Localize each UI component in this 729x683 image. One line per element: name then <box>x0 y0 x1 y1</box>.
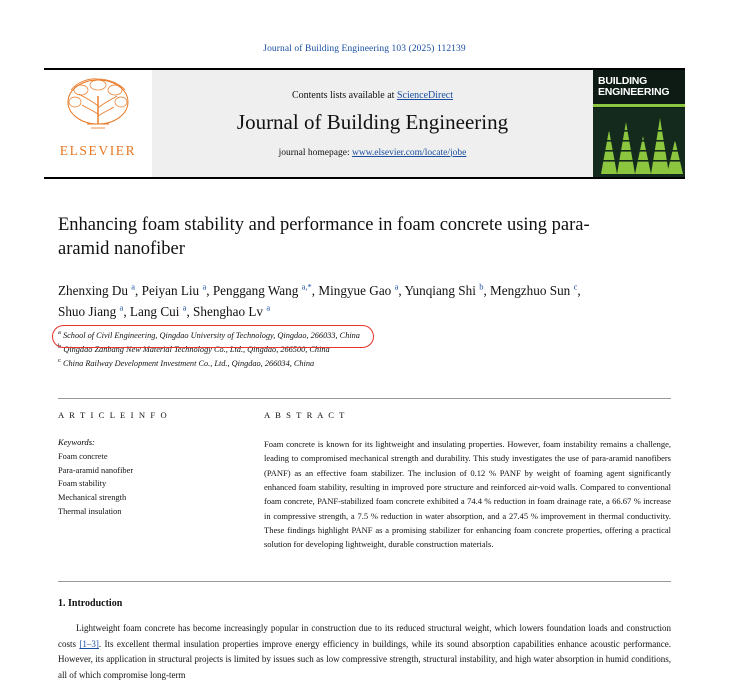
journal-homepage-link[interactable]: www.elsevier.com/locate/jobe <box>351 147 467 158</box>
page-title: Enhancing foam stability and performance in foam concrete using para-aramid nanofiber <box>58 215 590 260</box>
cover-title-line2: ENGINEERING <box>598 85 670 98</box>
keywords-label: Keywords: <box>58 437 95 448</box>
contents-line <box>292 90 453 101</box>
article-info-column <box>58 410 240 551</box>
journal-cover-image <box>593 70 685 177</box>
intro-paragraph <box>58 621 671 683</box>
affiliation-item: $^c$ China Railway Development Investment Co., Ltd., Qingdao, 266034, China <box>58 356 315 368</box>
keyword-item: Para-aramid nanofiber <box>58 465 134 475</box>
affiliation-item: $^a$ School of Civil Engineering, Qingdao University of Technology, Qingdao, 266033, China <box>58 328 360 340</box>
citation-link[interactable]: [1–3] <box>79 638 99 649</box>
abstract-text: Foam concrete is known for its lightweight and insulating properties. However, foam instability remains a challenge, leading to compromised mechanical strength and durability. This study investigates the use of para-aramid nanofibers (PANF) as an effective foam stabilizer. The inclusion of 0.12 % PANF by weight of foaming agent significantly enhanced foam stability, resulting in improved pore structure and reinforced air-void walls. Compared to conventional foam concrete, PANF-stabilized foam concrete exhibited a 74.4 % reduction in foam drainage rate, a 66.67 % increase in compressive strength, a 7.5 % reduction in water absorption, and a 27.45 % improvement in thermal conductivity. These findings highlight PANF as a promising stabilizer for enhancing foam concrete properties, offering a practical solution for developing lightweight, durable construction materials. <box>264 439 671 550</box>
sciencedirect-link[interactable]: ScienceDirect <box>396 89 454 101</box>
abstract-heading: A B S T R A C T <box>264 410 347 421</box>
keyword-item: Thermal insulation <box>58 506 122 516</box>
intro-part2: . Its excellent thermal insulation properties improve energy efficiency in buildings, while its sound absorption capabilities enhance acoustic performance. However, its application in structural projects is limited by issues such as low compressive strength, structural instability, and high water absorption in humid conditions, all of which compromise long-term <box>58 638 671 680</box>
homepage-prefix: journal homepage: <box>278 147 352 158</box>
intro-part1: Lightweight foam concrete has become increasingly popular in construction due to its reduced structural weight, which lowers foundation loads and construction costs <box>58 623 671 649</box>
contents-prefix: Contents lists available at <box>291 89 397 101</box>
affiliation-list <box>58 328 671 371</box>
homepage-line <box>279 148 467 158</box>
introduction-section <box>58 581 671 683</box>
keyword-item: Mechanical strength <box>58 493 127 502</box>
abstract-column <box>264 410 671 551</box>
article-header <box>58 213 671 370</box>
masthead-center <box>152 70 593 177</box>
author-list: Zhenxing Du $^a$, Peiyan Liu $^a$, Penggang Wang $^{a,*}$, Mingyue Gao $^a$, Yunqiang Shi $^b$, Mengzhuo Sun $^c$, Shuo Jiang $^a$, Lang Cui $^a$, Shenghao Lv $^a$ <box>58 281 581 320</box>
keyword-item: Foam stability <box>58 479 107 489</box>
publisher-logo <box>44 70 152 177</box>
elsevier-wordmark: ELSEVIER <box>59 143 137 158</box>
journal-title: Journal of Building Engineering <box>236 109 509 134</box>
keyword-item: Foam concrete <box>58 452 108 462</box>
journal-reference: Journal of Building Engineering 103 (2025) 112139 <box>263 44 466 54</box>
cover-title <box>598 76 681 98</box>
section-title: 1. Introduction <box>58 598 123 610</box>
elsevier-tree-icon <box>61 76 135 142</box>
info-abstract-row <box>58 398 671 551</box>
journal-masthead <box>44 68 685 179</box>
affiliation-item: $^b$ Qingdao Zanbang New Material Technology Co., Ltd., Qingdao, 266500, China <box>58 342 330 354</box>
cover-title-line1: BUILDING <box>598 75 648 87</box>
article-info-heading: A R T I C L E I N F O <box>58 410 169 421</box>
